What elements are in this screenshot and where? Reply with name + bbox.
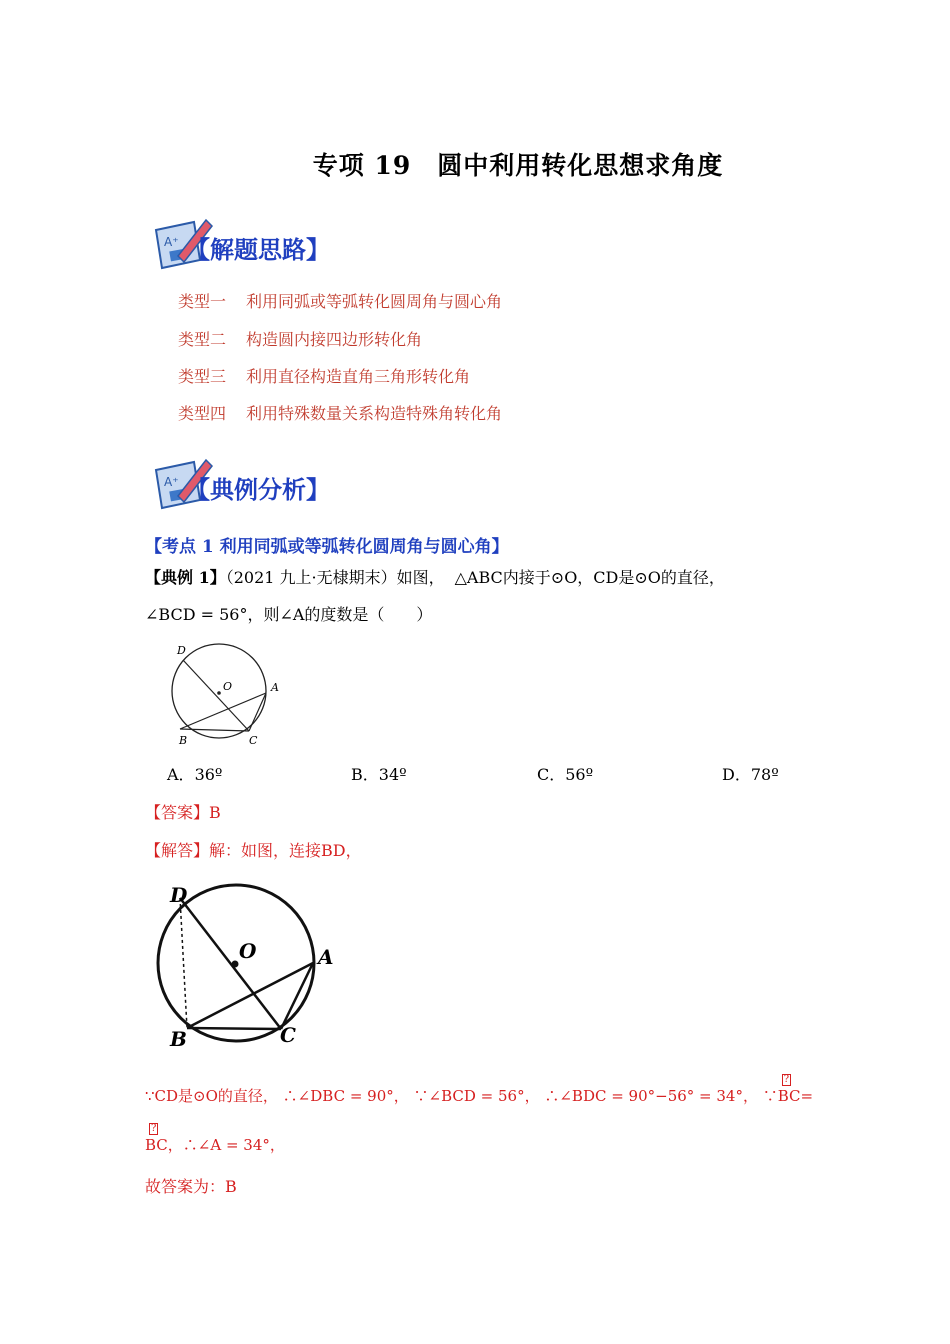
type-item: 类型三 利用直径构造直角三角形转化角 (178, 367, 471, 386)
solution-line-1: ∵CD是⊙O的直径， ∴∠DBC = 90°， ∵∠BCD = 56°， ∴∠BDC = 90°−56° = 34°， ∵ ? BC= (145, 1074, 814, 1105)
section-badge-thinking (146, 212, 356, 282)
svg-text:A⁺: A⁺ (164, 475, 179, 489)
solution-intro: 【解答】解：如图，连接BD， (145, 841, 362, 860)
svg-text:O: O (239, 939, 257, 963)
example-line-2: ∠BCD = 56°，则∠A的度数是（ ） (145, 605, 433, 624)
answer: 【答案】B (145, 803, 221, 822)
type-item: 类型二 构造圆内接四边形转化角 (178, 330, 423, 349)
page-title: 专项 19 圆中利用转化思想求角度 (312, 151, 724, 180)
svg-text:C: C (280, 1023, 296, 1047)
pencil-paper-icon (146, 212, 356, 282)
option-d: D．78º (722, 765, 779, 784)
svg-text:A⁺: A⁺ (164, 235, 179, 249)
solution-line-2: ? BC，∴∠A = 34°， (145, 1123, 285, 1154)
knowledge-point-heading: 【考点 1 利用同弧或等弧转化圆周角与圆心角】 (145, 537, 509, 557)
option-a: A．36º (167, 765, 223, 784)
arc-bc: ? BC (145, 1123, 168, 1154)
pencil-paper-icon (146, 452, 356, 522)
section-heading: 【解题思路】 (186, 235, 330, 264)
svg-text:A: A (271, 681, 279, 694)
conclusion: 故答案为：B (145, 1177, 237, 1196)
section-heading: 【典例分析】 (186, 475, 330, 504)
svg-text:O: O (223, 680, 233, 693)
svg-text:D: D (170, 883, 188, 907)
option-b: B．34º (351, 765, 407, 784)
section-badge-examples (146, 452, 356, 522)
type-item: 类型四 利用特殊数量关系构造特殊角转化角 (178, 404, 503, 423)
type-item: 类型一 利用同弧或等弧转化圆周角与圆心角 (178, 292, 503, 311)
example-line-1: 【典例 1】（2021 九上·无棣期末）如图， △ABC内接于⊙O，CD是⊙O的直径， (145, 568, 725, 587)
svg-text:B: B (170, 1027, 187, 1051)
small-circle-figure (170, 638, 290, 750)
large-circle-figure (150, 876, 350, 1056)
option-c: C．56º (537, 765, 594, 784)
svg-text:D: D (177, 644, 186, 657)
svg-text:A: A (318, 945, 334, 969)
svg-text:C: C (249, 734, 258, 747)
arc-bc: ? BC (777, 1074, 801, 1105)
svg-text:B: B (179, 734, 188, 747)
